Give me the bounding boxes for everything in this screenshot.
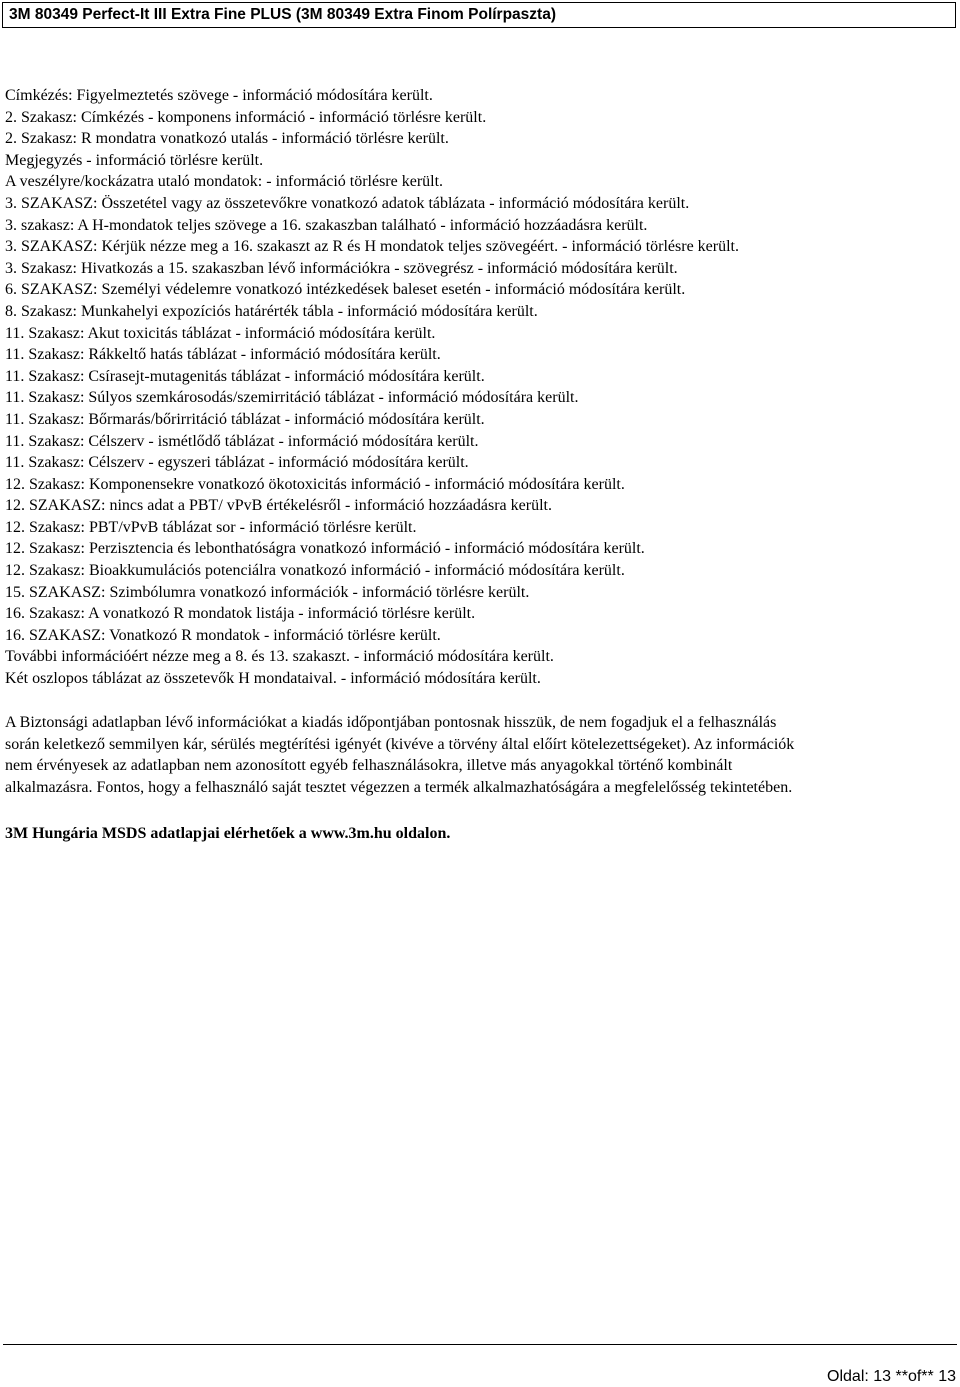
revision-changes-list	[5, 85, 955, 690]
change-line: 11. Szakasz: Rákkeltő hatás táblázat - információ módosítára került.	[5, 346, 441, 364]
change-line: 16. SZAKASZ: Vonatkozó R mondatok - információ törlésre került.	[5, 626, 441, 644]
change-line: Két oszlopos táblázat az összetevők H mondataival. - információ módosítára került.	[5, 670, 541, 688]
footer-divider	[3, 1344, 957, 1345]
change-line: 12. Szakasz: Perzisztencia és lebonthatóságra vonatkozó információ - információ módosítára került.	[5, 540, 645, 558]
disclaimer-line: A Biztonsági adatlapban lévő információkat a kiadás időpontjában pontosnak hisszük, de nem fogadjuk el a felhasználás	[5, 714, 777, 731]
disclaimer-line: nem érvényesek az adatlapban nem azonosított egyéb felhasználásokra, illetve más anyagokkal történő kombinált	[5, 757, 733, 774]
page-number: Oldal: 13 **of** 13	[827, 1368, 956, 1385]
change-line: 3. SZAKASZ: Kérjük nézze meg a 16. szakaszt az R és H mondatok teljes szövegéért. - információ törlésre került.	[5, 238, 739, 256]
change-line: 11. Szakasz: Célszerv - egyszeri táblázat - információ módosítára került.	[5, 454, 469, 472]
change-line: További információért nézze meg a 8. és 13. szakaszt. - információ módosítára került.	[5, 648, 554, 666]
change-line: Címkézés: Figyelmeztetés szövege - információ módosítára került.	[5, 87, 433, 104]
document-title: 3M 80349 Perfect-It III Extra Fine PLUS (3M 80349 Extra Finom Polírpaszta)	[9, 6, 556, 23]
change-line: 15. SZAKASZ: Szimbólumra vonatkozó információk - információ törlésre került.	[5, 583, 530, 601]
document-header	[2, 2, 956, 28]
disclaimer-line: alkalmazásra. Fontos, hogy a felhasználó saját tesztet végezzen a termék alkalmazhatóságára a megfelelősség tekintetében.	[5, 778, 793, 796]
change-line: 3. szakasz: A H-mondatok teljes szövege a 16. szakaszban található - információ hozzáadásra került.	[5, 216, 648, 234]
msds-availability-note: 3M Hungária MSDS adatlapjai elérhetőek a www.3m.hu oldalon.	[5, 825, 451, 842]
change-line: 12. SZAKASZ: nincs adat a PBT/ vPvB értékelésről - információ hozzáadásra került.	[5, 497, 552, 515]
change-line: Megjegyzés - információ törlésre került.	[5, 151, 264, 169]
disclaimer-line: során keletkező semmilyen kár, sérülés megtérítési igényét (kivéve a törvény által előírt kötelezettségeket). Az információk	[5, 735, 795, 753]
change-line: 11. Szakasz: Csírasejt-mutagenitás táblázat - információ módosítára került.	[5, 367, 485, 385]
change-line: 8. Szakasz: Munkahelyi expozíciós határérték tábla - információ módosítára került.	[5, 302, 538, 320]
change-line: 6. SZAKASZ: Személyi védelemre vonatkozó intézkedések baleset esetén - információ módosítára került.	[5, 281, 686, 299]
change-line: A veszélyre/kockázatra utaló mondatok: - információ törlésre került.	[5, 173, 444, 191]
change-line: 3. SZAKASZ: Összetétel vagy az összetevőkre vonatkozó adatok táblázata - információ módosítára került.	[5, 194, 690, 212]
change-line: 12. Szakasz: Komponensekre vonatkozó ökotoxicitás információ - információ módosítára került.	[5, 475, 625, 493]
change-line: 3. Szakasz: Hivatkozás a 15. szakaszban lévő információkra - szövegrész - információ módosítára került.	[5, 259, 678, 277]
change-line: 2. Szakasz: R mondatra vonatkozó utalás - információ törlésre került.	[5, 130, 449, 148]
change-line: 12. Szakasz: Bioakkumulációs potenciálra vonatkozó információ - információ módosítára került.	[5, 562, 625, 580]
change-line: 11. Szakasz: Akut toxicitás táblázat - információ módosítára került.	[5, 324, 436, 342]
change-line: 11. Szakasz: Súlyos szemkárosodás/szemirritáció táblázat - információ módosítára került.	[5, 389, 579, 407]
change-line: 12. Szakasz: PBT/vPvB táblázat sor - információ törlésre került.	[5, 518, 417, 536]
disclaimer-paragraph	[5, 712, 950, 798]
change-line: 16. Szakasz: A vonatkozó R mondatok listája - információ törlésre került.	[5, 605, 476, 623]
change-line: 2. Szakasz: Címkézés - komponens információ - információ törlésre került.	[5, 108, 487, 126]
change-line: 11. Szakasz: Célszerv - ismétlődő táblázat - információ módosítára került.	[5, 432, 479, 450]
change-line: 11. Szakasz: Bőrmarás/bőrirritáció táblázat - információ módosítára került.	[5, 410, 485, 428]
